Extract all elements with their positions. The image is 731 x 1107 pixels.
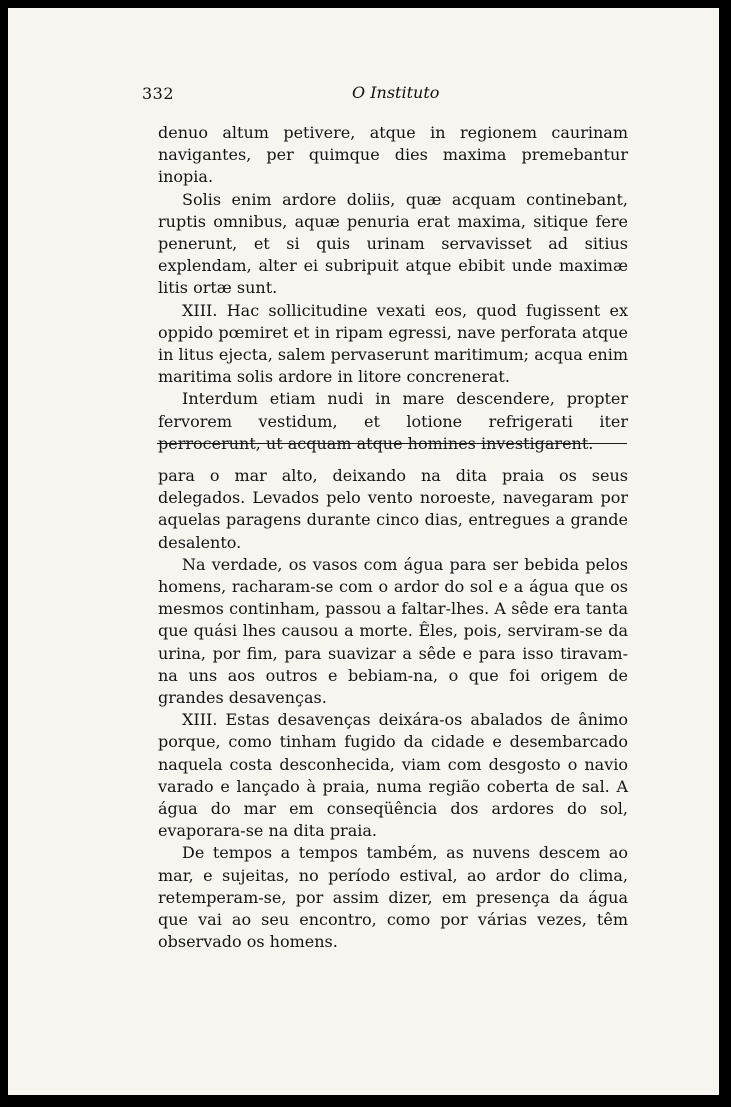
portuguese-paragraph: XIII. Estas desavenças deixára-os abalados de ânimo porque, como tinham fugido da cidade e desembarcado naquela costa desconhecida, viam com desgosto o navio varado e lançado à praia, numa região coberta de sal. A água do mar em conseqüência dos ardores do sol, evaporara-se na dita praia.: [158, 710, 628, 841]
running-title: O Instituto: [352, 83, 440, 102]
portuguese-text-block: [158, 465, 628, 953]
latin-paragraph: denuo altum petivere, atque in regionem caurinam navigantes, per quimque dies maxima premebantur inopia.: [158, 123, 628, 187]
book-page: [8, 8, 719, 1095]
section-divider: [157, 443, 627, 444]
portuguese-paragraph: De tempos a tempos também, as nuvens descem ao mar, e sujeitas, no período estival, ao ardor do clima, retemperam-se, por assim dizer, em presença da água que vai ao seu encontro, como por várias vezes, têm observado os homens.: [158, 843, 628, 952]
portuguese-paragraph: Na verdade, os vasos com água para ser bebida pelos homens, racharam-se com o ardor do sol e a água que os mesmos continham, passou a faltar-lhes. A sêde era tanta que quási lhes causou a morte. Êles, pois, serviram-se da urina, por fim, para suavizar a sêde e para isso tiravam-na uns aos outros e bebiam-na, o que foi origem de grandes desavenças.: [158, 554, 628, 708]
latin-text-block: [158, 122, 628, 455]
latin-paragraph: Interdum etiam nudi in mare descendere, propter fervorem vestidum, et lotione refrigerati iter perrocerunt, ut acquam atque homines investigarent.: [158, 389, 628, 453]
page-header: [142, 77, 612, 107]
latin-paragraph: XIII. Hac sollicitudine vexati eos, quod fugissent ex oppido pœmiret et in ripam egressi, nave perforata atque in litus ejecta, salem pervaserunt maritimum; acqua enim maritima solis ardore in litore concrenerat.: [158, 300, 628, 387]
latin-paragraph: Solis enim ardore doliis, quæ acquam continebant, ruptis omnibus, aquæ penuria erat maxima, sitique fere penerunt, et si quis urinam servavisset ad sitius explendam, alter ei subripuit atque ebibit unde maximæ litis ortæ sunt.: [158, 189, 628, 298]
page-number: 332: [142, 84, 175, 103]
portuguese-paragraph: para o mar alto, deixando na dita praia os seus delegados. Levados pelo vento noroeste, navegaram por aquelas paragens durante cinco dias, entregues a grande desalento.: [158, 466, 628, 552]
